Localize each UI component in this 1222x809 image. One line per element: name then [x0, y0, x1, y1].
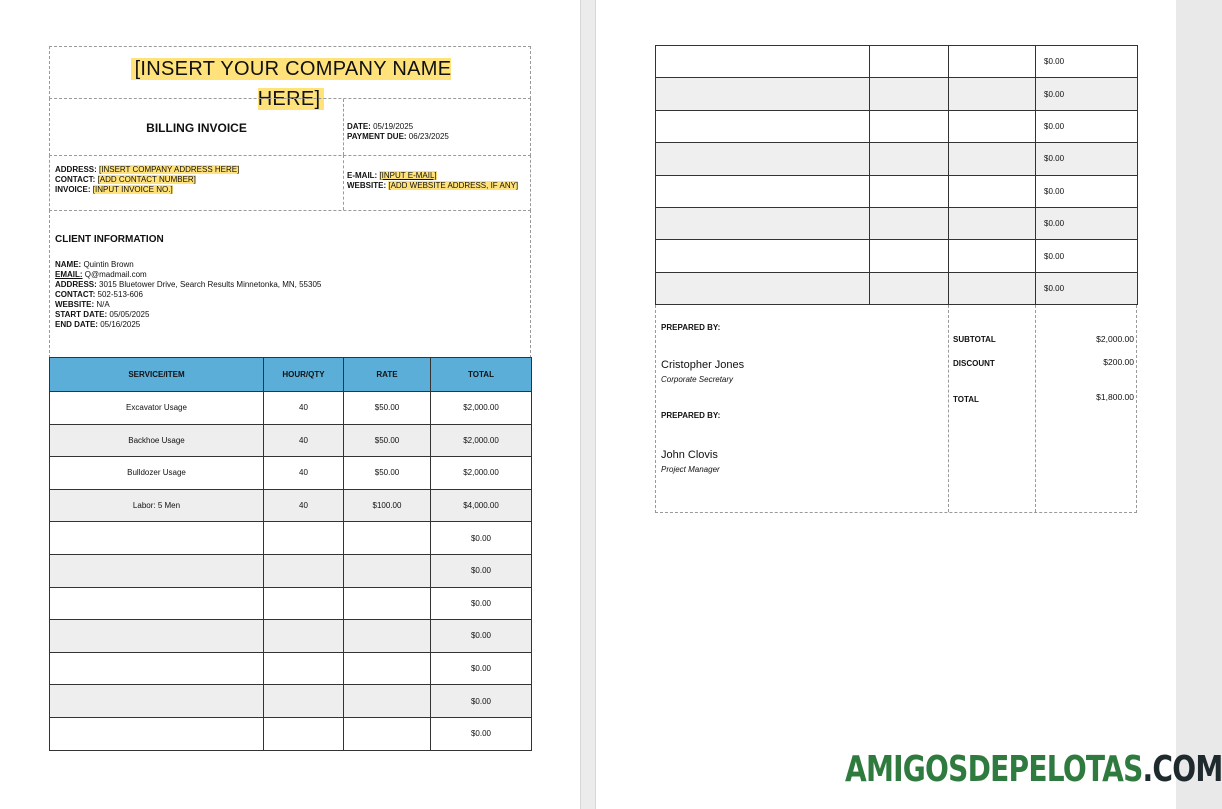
signatory-role-1: Corporate Secretary: [661, 375, 734, 384]
invoice-page-2: [596, 0, 1222, 809]
cell-service[interactable]: [656, 272, 870, 304]
items-table-continued: [655, 45, 1138, 305]
cell-rate[interactable]: [949, 46, 1036, 78]
cell-service[interactable]: [50, 620, 264, 653]
client-end-date: 05/16/2025: [100, 320, 141, 329]
cell-rate[interactable]: [344, 717, 431, 750]
cell-rate[interactable]: $50.00: [344, 457, 431, 490]
cell-service[interactable]: Labor: 5 Men: [50, 489, 264, 522]
company-name-box: [49, 46, 531, 110]
cell-rate[interactable]: [949, 78, 1036, 110]
cell-total[interactable]: $0.00: [1036, 143, 1138, 175]
table-row: [50, 685, 532, 718]
cell-rate[interactable]: [344, 620, 431, 653]
table-row: [656, 78, 1138, 110]
cell-service[interactable]: Backhoe Usage: [50, 424, 264, 457]
table-row: [50, 457, 532, 490]
table-row: [50, 489, 532, 522]
cell-qty[interactable]: [264, 652, 344, 685]
table-row: [656, 272, 1138, 304]
cell-total[interactable]: $2,000.00: [431, 457, 532, 490]
cell-total[interactable]: $0.00: [431, 554, 532, 587]
cell-qty[interactable]: [870, 46, 949, 78]
company-web-block: E-MAIL: [INPUT E-MAIL] WEBSITE: [ADD WEBSITE ADDRESS, IF ANY]: [347, 171, 519, 190]
cell-service[interactable]: Bulldozer Usage: [50, 457, 264, 490]
table-row: [656, 46, 1138, 78]
col-header-qty: HOUR/QTY: [264, 358, 344, 392]
signatory-name-2: John Clovis: [661, 449, 718, 461]
cell-rate[interactable]: $50.00: [344, 424, 431, 457]
company-address: [INSERT COMPANY ADDRESS HERE]: [99, 165, 240, 174]
dates-block: DATE: 05/19/2025 PAYMENT DUE: 06/23/2025: [347, 122, 449, 141]
cell-total[interactable]: $4,000.00: [431, 489, 532, 522]
subtotal-label: SUBTOTAL: [953, 335, 996, 344]
cell-service[interactable]: [50, 587, 264, 620]
cell-service[interactable]: [656, 110, 870, 142]
invoice-page-1: [0, 0, 580, 809]
cell-service[interactable]: Excavator Usage: [50, 392, 264, 425]
cell-total[interactable]: $0.00: [1036, 110, 1138, 142]
company-info-row: [49, 155, 531, 211]
cell-qty[interactable]: [264, 620, 344, 653]
table-row: [656, 240, 1138, 272]
items-table-header: [50, 358, 532, 392]
cell-qty[interactable]: 40: [264, 457, 344, 490]
cell-qty[interactable]: 40: [264, 392, 344, 425]
col-header-total: TOTAL: [431, 358, 532, 392]
table-row: [50, 587, 532, 620]
cell-qty[interactable]: [870, 175, 949, 207]
cell-rate[interactable]: [949, 207, 1036, 239]
cell-qty[interactable]: [870, 240, 949, 272]
cell-total[interactable]: $0.00: [1036, 207, 1138, 239]
cell-qty[interactable]: [870, 78, 949, 110]
table-row: [50, 392, 532, 425]
table-row: [656, 175, 1138, 207]
cell-total[interactable]: $2,000.00: [431, 424, 532, 457]
cell-service[interactable]: [656, 240, 870, 272]
col-header-service: SERVICE/ITEM: [50, 358, 264, 392]
company-contact: [ADD CONTACT NUMBER]: [97, 175, 196, 184]
company-website: [ADD WEBSITE ADDRESS, IF ANY]: [388, 181, 519, 190]
cell-total[interactable]: $0.00: [1036, 240, 1138, 272]
cell-rate[interactable]: [344, 522, 431, 555]
cell-service[interactable]: [50, 717, 264, 750]
cell-qty[interactable]: [264, 522, 344, 555]
cell-qty[interactable]: [870, 110, 949, 142]
subtotal-value: $2,000.00: [1096, 334, 1134, 344]
table-row: [50, 522, 532, 555]
discount-value: $200.00: [1103, 357, 1134, 367]
site-watermark: AMIGOSDEPELOTAS.COM: [845, 749, 1222, 790]
table-row: [656, 143, 1138, 175]
cell-total[interactable]: $0.00: [431, 620, 532, 653]
signatory-role-2: Project Manager: [661, 465, 720, 474]
cell-qty[interactable]: [870, 272, 949, 304]
col-header-rate: RATE: [344, 358, 431, 392]
client-contact: 502-513-606: [97, 290, 143, 299]
table-row: [656, 110, 1138, 142]
prepared-by-label-2: PREPARED BY:: [661, 411, 721, 420]
cell-service[interactable]: [50, 554, 264, 587]
cell-total[interactable]: $0.00: [1036, 175, 1138, 207]
cell-total[interactable]: $0.00: [431, 685, 532, 718]
cell-total[interactable]: $0.00: [1036, 46, 1138, 78]
client-name: Quintin Brown: [83, 260, 134, 269]
total-value: $1,800.00: [1096, 392, 1134, 402]
cell-rate[interactable]: [949, 240, 1036, 272]
cell-rate[interactable]: $100.00: [344, 489, 431, 522]
client-website: N/A: [96, 300, 110, 309]
table-row: [656, 207, 1138, 239]
total-label: TOTAL: [953, 395, 979, 404]
cell-rate[interactable]: [949, 143, 1036, 175]
cell-service[interactable]: [50, 522, 264, 555]
company-name: [INSERT YOUR COMPANY NAME HERE]: [112, 54, 470, 84]
cell-rate[interactable]: [344, 587, 431, 620]
cell-qty[interactable]: [264, 587, 344, 620]
client-email: Q@madmail.com: [84, 270, 147, 279]
items-table: [49, 357, 532, 751]
cell-qty[interactable]: [870, 143, 949, 175]
client-address: 3015 Bluetower Drive, Search Results Minnetonka, MN, 55305: [99, 280, 322, 289]
cell-total[interactable]: $0.00: [431, 587, 532, 620]
cell-total[interactable]: $0.00: [431, 522, 532, 555]
cell-total[interactable]: $0.00: [1036, 78, 1138, 110]
table-row: [50, 652, 532, 685]
client-start-date: 05/05/2025: [109, 310, 150, 319]
cell-qty[interactable]: [264, 717, 344, 750]
discount-label: DISCOUNT: [953, 359, 995, 368]
cell-service[interactable]: [656, 207, 870, 239]
table-row: [50, 424, 532, 457]
table-row: [50, 620, 532, 653]
invoice-number: [INPUT INVOICE NO.]: [92, 185, 173, 194]
prepared-by-label-1: PREPARED BY:: [661, 323, 721, 332]
cell-total[interactable]: $0.00: [431, 652, 532, 685]
cell-service[interactable]: [50, 685, 264, 718]
cell-rate[interactable]: [949, 175, 1036, 207]
cell-total[interactable]: $0.00: [431, 717, 532, 750]
title-row: [49, 98, 531, 156]
cell-rate[interactable]: [949, 272, 1036, 304]
summary-block: [655, 305, 1137, 513]
table-row: [50, 717, 532, 750]
page-gutter: [580, 0, 596, 809]
cell-service[interactable]: [656, 175, 870, 207]
cell-service[interactable]: [656, 46, 870, 78]
cell-qty[interactable]: 40: [264, 489, 344, 522]
client-section-title: CLIENT INFORMATION: [55, 234, 164, 245]
company-email[interactable]: [INPUT E-MAIL]: [379, 171, 437, 180]
cell-rate[interactable]: $50.00: [344, 392, 431, 425]
invoice-title: BILLING INVOICE: [146, 121, 247, 135]
cell-rate[interactable]: [949, 110, 1036, 142]
signatory-name-1: Cristopher Jones: [661, 359, 745, 371]
cell-rate[interactable]: [344, 554, 431, 587]
company-contact-block: ADDRESS: [INSERT COMPANY ADDRESS HERE] CONTACT: [ADD CONTACT NUMBER] INVOICE: [INPUT INVOICE NO.]: [55, 165, 240, 194]
cell-service[interactable]: [50, 652, 264, 685]
cell-total[interactable]: $0.00: [1036, 272, 1138, 304]
client-details: NAME: Quintin Brown EMAIL: Q@madmail.com ADDRESS: 3015 Bluetower Drive, Search Results Minnetonka, MN, 55305 CONTACT: 502-513-606 WEBSITE: N/A START DATE: 05/05/2025 END DATE: 05/16/2025: [55, 260, 322, 329]
payment-due-date: 06/23/2025: [408, 132, 449, 141]
cell-total[interactable]: $2,000.00: [431, 392, 532, 425]
cell-qty[interactable]: [870, 207, 949, 239]
cell-qty[interactable]: [264, 685, 344, 718]
cell-rate[interactable]: [344, 685, 431, 718]
table-row: [50, 554, 532, 587]
cell-qty[interactable]: 40: [264, 424, 344, 457]
cell-service[interactable]: [656, 143, 870, 175]
client-info-box: [49, 210, 531, 358]
cell-rate[interactable]: [344, 652, 431, 685]
cell-qty[interactable]: [264, 554, 344, 587]
invoice-date: 05/19/2025: [373, 122, 414, 131]
cell-service[interactable]: [656, 78, 870, 110]
